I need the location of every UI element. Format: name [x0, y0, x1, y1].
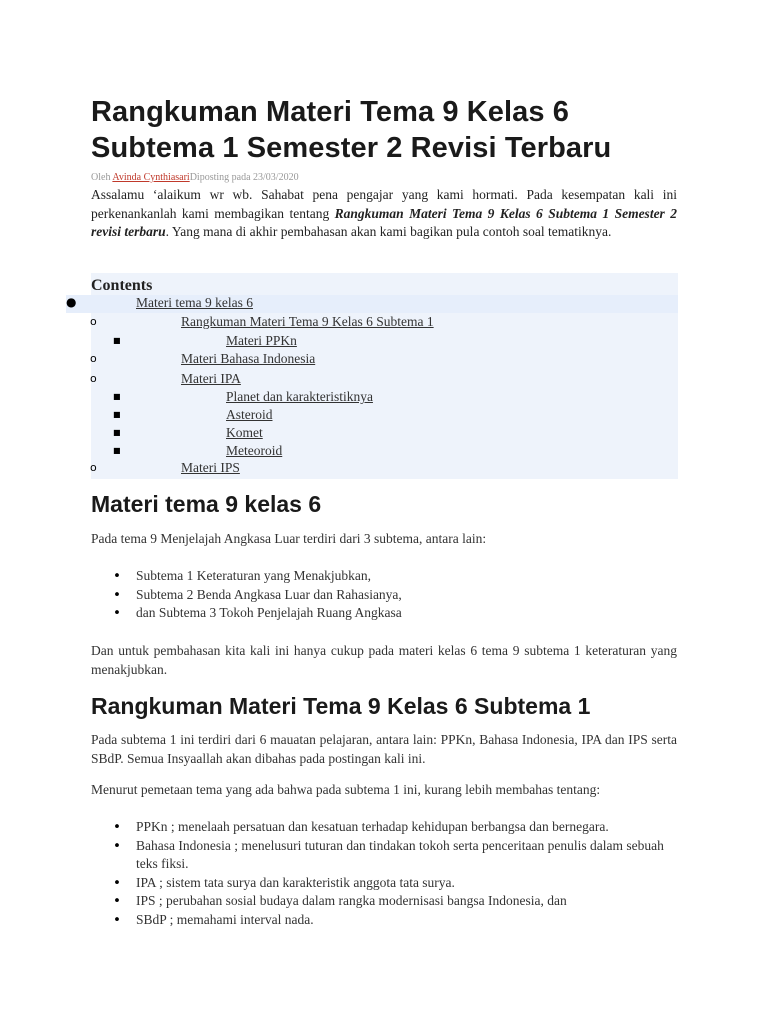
circle-bullet-icon: o: [90, 352, 97, 365]
toc-item: [91, 425, 678, 443]
square-bullet-icon: ■: [113, 410, 121, 419]
bullet-list: [91, 818, 677, 929]
toc-link[interactable]: Materi IPS: [181, 460, 240, 475]
circle-bullet-icon: o: [90, 461, 97, 474]
section-paragraph: Dan untuk pembahasan kita kali ini hanya cukup pada materi kelas 6 tema 9 subtema 1 keteraturan yang menakjubkan.: [91, 643, 677, 677]
toc-item: [91, 389, 678, 407]
square-bullet-icon: ■: [113, 446, 121, 455]
list-item: [91, 837, 677, 874]
bullet-list: [91, 567, 677, 623]
toc-link[interactable]: Materi IPA: [181, 371, 241, 386]
list-item-text: Bahasa Indonesia ; menelusuri tuturan dan tindakan tokoh serta penceritaan penulis dalam sebuah teks fiksi.: [136, 837, 664, 871]
toc-link[interactable]: Materi Bahasa Indonesia: [181, 351, 316, 366]
intro-paragraph: [91, 186, 677, 242]
toc-item: [91, 460, 678, 478]
bullet-icon: •: [113, 893, 121, 909]
bullet-icon: •: [113, 605, 121, 621]
intro-text-2: . Yang mana di akhir pembahasan akan kami bagikan pula contoh soal tematiknya.: [165, 224, 612, 239]
section-paragraph: Menurut pemetaan tema yang ada bahwa pada subtema 1 ini, kurang lebih membahas tentang:: [91, 782, 601, 797]
toc-item: [91, 351, 678, 369]
section-paragraph: Pada subtema 1 ini terdiri dari 6 mauatan pelajaran, antara lain: PPKn, Bahasa Indonesia, IPA dan IPS serta SBdP. Semua Insyaallah akan dibahas pada postingan kali ini.: [91, 732, 677, 766]
toc-link[interactable]: Planet dan karakteristiknya: [226, 389, 373, 404]
post-date: Diposting pada 23/03/2020: [189, 172, 299, 183]
toc-title: Contents: [91, 277, 153, 294]
toc-link[interactable]: Asteroid: [226, 407, 273, 422]
toc-item: [91, 314, 678, 332]
list-item: [91, 874, 677, 893]
list-item: [91, 818, 677, 837]
section-heading: Rangkuman Materi Tema 9 Kelas 6 Subtema 1: [91, 693, 591, 719]
page-title: Rangkuman Materi Tema 9 Kelas 6 Subtema 1 Semester 2 Revisi Terbaru: [91, 96, 612, 164]
square-bullet-icon: ■: [113, 428, 121, 437]
list-item-text: Subtema 1 Keteraturan yang Menakjubkan,: [136, 568, 372, 583]
list-item: [91, 604, 677, 623]
circle-bullet-icon: o: [90, 315, 97, 328]
list-item: [91, 567, 677, 586]
list-item-text: SBdP ; memahami interval nada.: [136, 911, 314, 927]
toc-item: [66, 295, 678, 313]
bullet-icon: •: [113, 568, 121, 584]
list-item-text: dan Subtema 3 Tokoh Penjelajah Ruang Angkasa: [136, 605, 402, 620]
toc-item: [91, 407, 678, 425]
list-item: [91, 911, 677, 930]
toc-link[interactable]: Materi tema 9 kelas 6: [136, 295, 253, 310]
list-item-text: PPKn ; menelaah persatuan dan kesatuan terhadap kehidupan berbangsa dan bernegara.: [136, 819, 609, 834]
bullet-icon: •: [113, 819, 121, 835]
disc-bullet-icon: ●: [66, 295, 77, 309]
list-item-text: IPA ; sistem tata surya dan karakteristik anggota tata surya.: [136, 874, 455, 890]
toc-item: [91, 333, 678, 351]
toc-item: [91, 371, 678, 389]
bullet-icon: •: [113, 874, 121, 891]
section-heading: Materi tema 9 kelas 6: [91, 491, 322, 517]
table-of-contents: [66, 273, 678, 479]
list-item: [91, 586, 677, 605]
section-paragraph: Pada tema 9 Menjelajah Angkasa Luar terdiri dari 3 subtema, antara lain:: [91, 531, 487, 546]
intro-bold-text: Rangkuman Materi Tema 9 Kelas 6 Subtema 1 Semester 2 revisi terbaru: [91, 205, 677, 239]
toc-link[interactable]: Meteoroid: [226, 443, 283, 458]
bullet-icon: •: [113, 837, 121, 854]
list-item-text: IPS ; perubahan sosial budaya dalam rangka modernisasi bangsa Indonesia, dan: [136, 893, 567, 908]
intro-text-1: Assalamu ‘alaikum wr wb. Sahabat pena pengajar yang kami hormati. Pada kesempatan kali ini perkenankanlah kami membagikan tentang: [91, 187, 677, 221]
list-item: [91, 892, 677, 911]
bullet-icon: •: [113, 586, 121, 603]
post-meta: [91, 172, 299, 183]
meta-prefix: Oleh: [91, 172, 113, 183]
square-bullet-icon: ■: [113, 392, 121, 401]
author-link[interactable]: Avinda Cynthiasari: [112, 172, 190, 183]
toc-link[interactable]: Materi PPKn: [226, 333, 297, 348]
square-bullet-icon: ■: [113, 336, 121, 345]
toc-link[interactable]: Komet: [226, 425, 263, 440]
list-item-text: Subtema 2 Benda Angkasa Luar dan Rahasianya,: [136, 586, 402, 602]
bullet-icon: •: [113, 911, 121, 928]
circle-bullet-icon: o: [90, 372, 97, 385]
toc-link[interactable]: Rangkuman Materi Tema 9 Kelas 6 Subtema 1: [181, 314, 434, 329]
toc-item: [91, 443, 678, 461]
